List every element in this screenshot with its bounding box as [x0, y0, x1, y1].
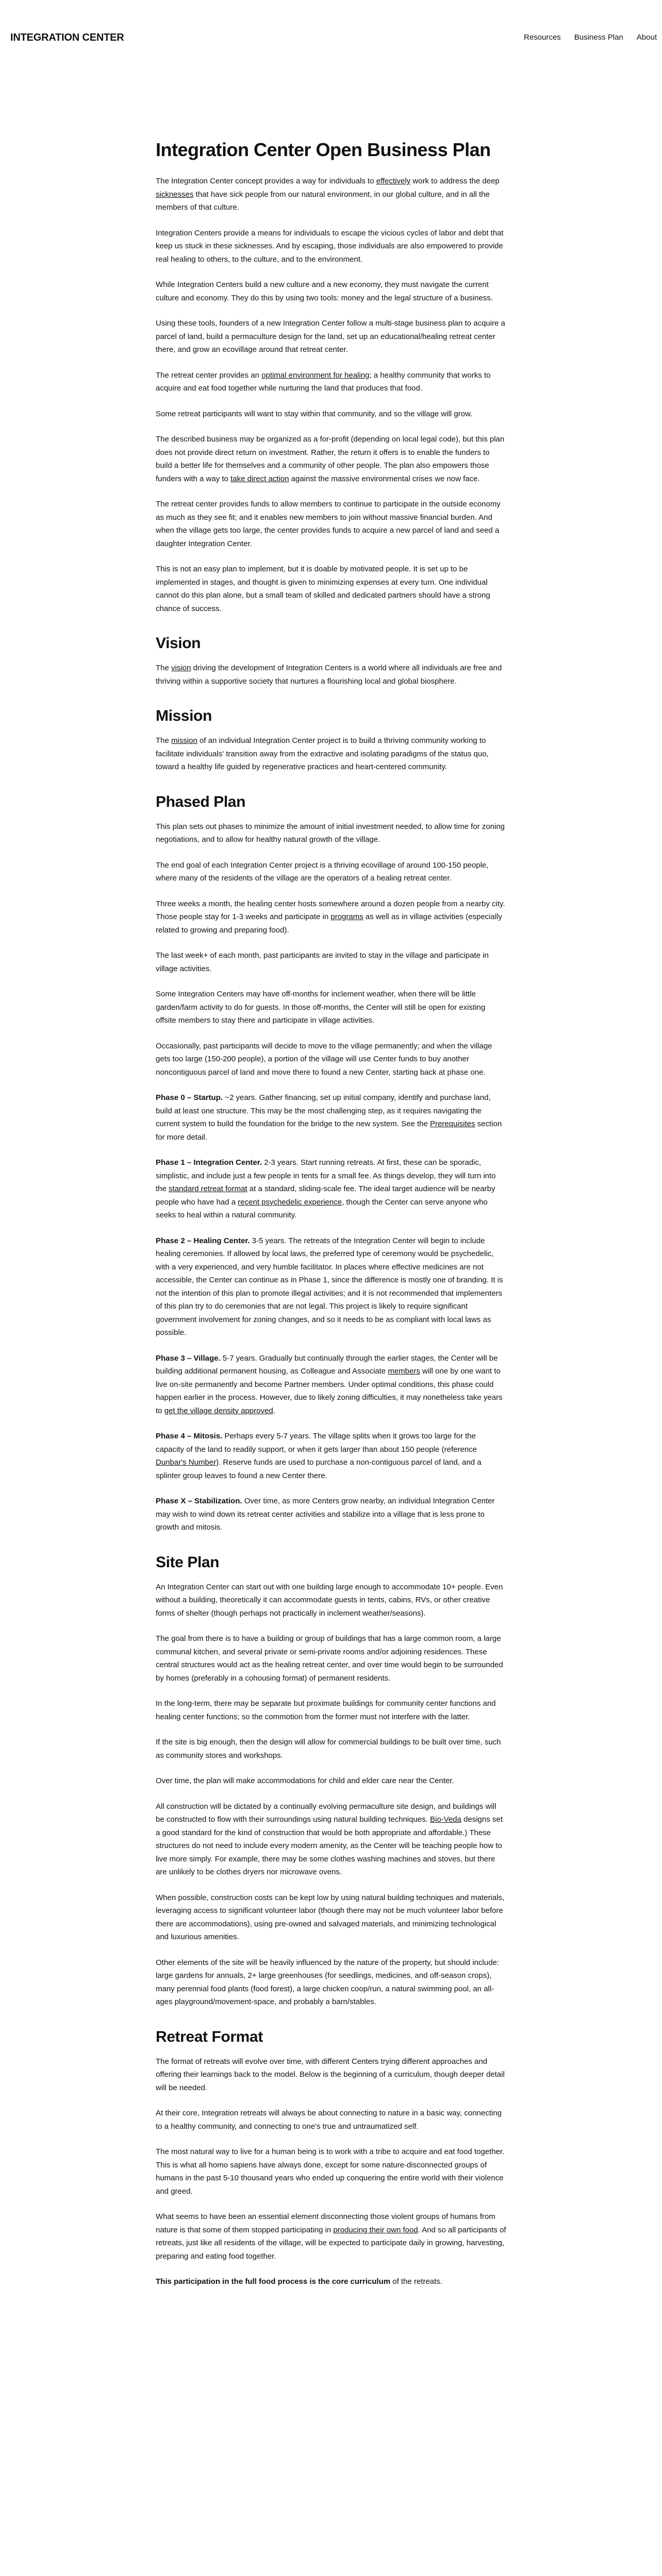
standard-retreat-format-link[interactable]: standard retreat format [169, 1184, 247, 1194]
intro-paragraph: Integration Centers provide a means for individuals to escape the vicious cycles of labor and debt that keep us stuck in these sicknesses. And by escaping, those individuals are also empowered to provide real healing to others, to the culture, and to the environment. [156, 228, 504, 264]
page-title: Integration Center Open Business Plan [156, 139, 491, 160]
section-heading-phased-plan: Phased Plan [156, 793, 246, 810]
site-paragraph: When possible, construction costs can be kept low by using natural building techniques and materials, leveraging access to significant volunteer labor (though there may not be much volunteer labor before there are accommodations), using pre-owned and salvaged materials, and minimizing technological and luxurious amenities. [156, 1893, 505, 1942]
phase-4-paragraph: Phase 4 – Mitosis. Perhaps every 5-7 years. The village splits when it grows too large for the capacity of the land to readily support, or when it gets larger than about 150 people (reference Dunbar's Number). Reserve funds are used to purchase a non-contiguous parcel of land, and a splinter group leaves to found a new Center there. [156, 1432, 482, 1480]
retreat-paragraph: At their core, Integration retreats will always be about connecting to nature in a basic way, connecting to a healthy community, and connecting to one's true and untraumatized self. [156, 2109, 502, 2131]
phased-paragraph: The last week+ of each month, past participants are invited to stay in the village and participate in village activities. [156, 951, 489, 973]
nav-link-resources[interactable]: Resources [524, 33, 561, 42]
site-paragraph: The goal from there is to have a building or group of buildings that has a large common room, a large communal kitchen, and several private or semi-private rooms and/or adjoining residences. These central structures would act as the healing retreat center, and over time would begin to be surrounded by homes (preferably in a cohousing format) of permanent residents. [156, 1634, 503, 1683]
retreat-paragraph: This participation in the full food process is the core curriculum of the retreats. [156, 2277, 442, 2286]
intro-paragraph: Using these tools, founders of a new Integration Center follow a multi-stage business plan to acquire a parcel of land, build a permaculture design for the land, set up an educational/healing retreat center there, and grow an ecovillage around that retreat center. [156, 319, 505, 354]
site-paragraph: Over time, the plan will make accommodations for child and elder care near the Center. [156, 1776, 454, 1786]
intro-paragraph: This is not an easy plan to implement, but it is doable by motivated people. It is set up to be implemented in stages, and thought is given to minimizing expenses at every turn. One individual cannot do this plan alone, but a small team of skilled and dedicated partners should have a strong chance of success. [156, 565, 490, 613]
site-paragraph: Other elements of the site will be heavily influenced by the nature of the property, but should include: large gardens for annuals, 2+ large greenhouses (for seedlings, medicines, and off-season crops), many perennial food plants (food forest), a large chicken coop/run, a natural swimming pool, an all-ages playground/movement-space, and probably a barn/stables. [156, 1958, 499, 2007]
phased-paragraph: Occasionally, past participants will decide to move to the village permanently; and when the village gets too large (150-200 people), a portion of the village will use Center funds to buy another noncontiguous parcel of land and move there to found a new Center, starting back at phase one. [156, 1041, 492, 1077]
mission-paragraph: The mission of an individual Integration Center project is to build a thriving community working to facilitate individuals' transition away from the extractive and isolating paradigms of the status quo, toward a healthy life guided by regenerative practices and heart-centered community. [156, 736, 489, 772]
intro-paragraph: The retreat center provides funds to allow members to continue to participate in the outside economy as much as they see fit; and it enables new members to join without massive financial burden. And when the village gets too large, the center provides funds to acquire a new parcel of land and seed a daughter Integration Center. [156, 500, 501, 548]
bio-veda-link[interactable]: Bio-Veda [429, 1815, 461, 1824]
site-title-link[interactable]: INTEGRATION CENTER [10, 32, 124, 43]
intro-paragraph: The Integration Center concept provides a way for individuals to effectively work to address the deep sicknesses that have sick people from our natural environment, in our global culture, and in all the members of that culture. [156, 177, 500, 212]
section-heading-retreat-format: Retreat Format [156, 2028, 263, 2045]
site-header [0, 0, 662, 77]
site-paragraph: If the site is big enough, then the design will allow for commercial buildings to be built over time, such as community stores and workshops. [156, 1738, 501, 1760]
phase-0-paragraph: Phase 0 – Startup. ~2 years. Gather financing, set up initial company, identify and purchase land, build at least one structure. This may be the most challenging step, as it requires navigating the current system to build the foundation for the bridge to the new system. See the Prerequisites section for more detail. [156, 1093, 502, 1142]
intro-paragraph: Some retreat participants will want to stay within that community, and so the village will grow. [156, 409, 473, 418]
phased-paragraph: This plan sets out phases to minimize the amount of initial investment needed, to allow time for zoning negotiations, and to allow for healthy natural growth of the village. [156, 822, 505, 844]
members-link[interactable]: members [388, 1367, 420, 1376]
section-heading-vision: Vision [156, 635, 201, 652]
site-paragraph: An Integration Center can start out with one building large enough to accommodate 10+ people. Even without a building, theoretically it can accommodate guests in tents, cabins, RVs, or other creative forms of shelter (though perhaps not practically in inclement weather/seasons). [156, 1582, 503, 1618]
section-heading-mission: Mission [156, 707, 212, 725]
vision-link[interactable]: vision [171, 664, 191, 673]
nav-link-business-plan[interactable]: Business Plan [574, 33, 623, 42]
village-density-link[interactable]: get the village density approved [164, 1406, 273, 1415]
producing-food-link[interactable]: producing their own food [333, 2225, 418, 2234]
vision-paragraph: The vision driving the development of Integration Centers is a world where all individuals are free and thriving within a supportive society that nurtures a flourishing local and global biosphere. [156, 664, 502, 686]
phase-x-paragraph: Phase X – Stabilization. Over time, as more Centers grow nearby, an individual Integration Center may wish to wind down its retreat center activities and stabilize into a village that is less prone to growth and mitosis. [156, 1497, 495, 1532]
recent-psychedelic-experience-link[interactable]: recent psychedelic experience [238, 1197, 342, 1207]
retreat-paragraph: The format of retreats will evolve over time, with different Centers trying different approaches and offering their learnings back to the model. Below is the beginning of a curriculum, though deeper detail will be needed. [156, 2057, 505, 2092]
intro-paragraph: The described business may be organized as a for-profit (depending on local legal code), but this plan does not provide direct return on investment. Rather, the return it offers is to enable the funders to build a better life for themselves and a community of other people. The plan also empowers those funders with a way to take direct action against the massive environmental crises we now face. [156, 435, 505, 483]
effectively-link[interactable]: effectively [376, 177, 411, 186]
phase-3-paragraph: Phase 3 – Village. 5-7 years. Gradually but continually through the earlier stages, the Center will be building additional permanent housing, as Colleague and Associate members will one by one want to live on-site permanently and become Partner members. Under optimal conditions, this phase could happen earlier in the process. However, due to likely zoning difficulties, it may nonetheless take years to get the village density approved. [156, 1353, 503, 1415]
retreat-paragraph: What seems to have been an essential element disconnecting those violent groups of humans from nature is that some of them stopped participating in producing their own food. And so all participants of retreats, just like all residents of the village, will be expected to participate daily in growing, harvesting, preparing and eating food together. [156, 2212, 506, 2261]
prerequisites-link[interactable]: Prerequisites [429, 1120, 475, 1129]
site-paragraph: In the long-term, there may be separate but proximate buildings for community center functions and healing center functions; so the commotion from the former must not interfere with the latter. [156, 1699, 496, 1721]
site-paragraph: All construction will be dictated by a continually evolving permaculture site design, and buildings will be constructed to flow with their surroundings using natural building techniques. Bio-Veda designs set a good standard for the kind of construction that would be both appropriate and affordable.) These structures do not need to include every modern amenity, as the Center will be teaching people how to live more simply. For example, there may be some clothes washing machines and stoves, but there are unlikely to be clothes dryers nor microwave ovens. [156, 1802, 503, 1877]
dunbars-number-link[interactable]: Dunbar's Number [156, 1458, 217, 1467]
section-heading-site-plan: Site Plan [156, 1553, 220, 1571]
phase-1-paragraph: Phase 1 – Integration Center. 2-3 years. Start running retreats. At first, these can be sporadic, simplistic, and include just a few people in tents for a small fee. As things develop, they will turn into the standard retreat format at a standard, sliding-scale fee. The ideal target audience will be nearby people who have had a recent psychedelic experience, though the Center can serve anyone who seeks to heal within a natural community. [156, 1158, 496, 1220]
retreat-paragraph: The most natural way to live for a human being is to work with a tribe to acquire and eat food together. This is what all homo sapiens have always done, except for some nature-disconnected groups of humans in the past 5-10 thousand years who ended up conquering the entire world with their violence and greed. [156, 2147, 505, 2196]
intro-paragraph: The retreat center provides an optimal environment for healing; a healthy community that works to acquire and eat food together while nurturing the land that produces that food. [156, 370, 491, 393]
mission-link[interactable]: mission [171, 736, 197, 745]
phased-paragraph: Three weeks a month, the healing center hosts somewhere around a dozen people from a nearby city. Those people stay for 1-3 weeks and participate in programs as well as in village activities (especially related to growing and preparing food). [156, 899, 505, 935]
phased-paragraph: Some Integration Centers may have off-months for inclement weather, when there will be little garden/farm activity to do for guests. In those off-months, the Center will still be open for existing offsite members to stay there and participate in village activities. [156, 990, 486, 1025]
intro-paragraph: While Integration Centers build a new culture and a new economy, they must navigate the current culture and economy. They do this by using two tools: money and the legal structure of a business. [156, 280, 493, 302]
phased-paragraph: The end goal of each Integration Center project is a thriving ecovillage of around 100-150 people, where many of the residents of the village are the operators of a healing retreat center. [156, 860, 489, 883]
phase-2-paragraph: Phase 2 – Healing Center. 3-5 years. The retreats of the Integration Center will begin to include healing ceremonies. If allowed by local laws, the preferred type of ceremony would be psychedelic, with a very experienced, and very humble facilitator. In places where effective medicines are not accessible, the Center can continue as in Phase 1, since the difference is mostly one of branding. It is not the intention of this plan to promote illegal activities; and it is not recommended that implementers of this plan try to do ceremonies that are not legal. This project is likely to require significant government involvement for zoning changes, and so it needs to be as compliant with local laws as possible. [156, 1236, 503, 1337]
site-nav [524, 33, 657, 42]
take-direct-action-link[interactable]: take direct action [230, 474, 289, 483]
optimal-environment-link[interactable]: optimal environment for healing [261, 370, 370, 380]
sicknesses-link[interactable]: sicknesses [156, 190, 194, 199]
programs-link[interactable]: programs [330, 912, 363, 922]
nav-link-about[interactable]: About [636, 33, 657, 42]
main-content [156, 77, 506, 2289]
